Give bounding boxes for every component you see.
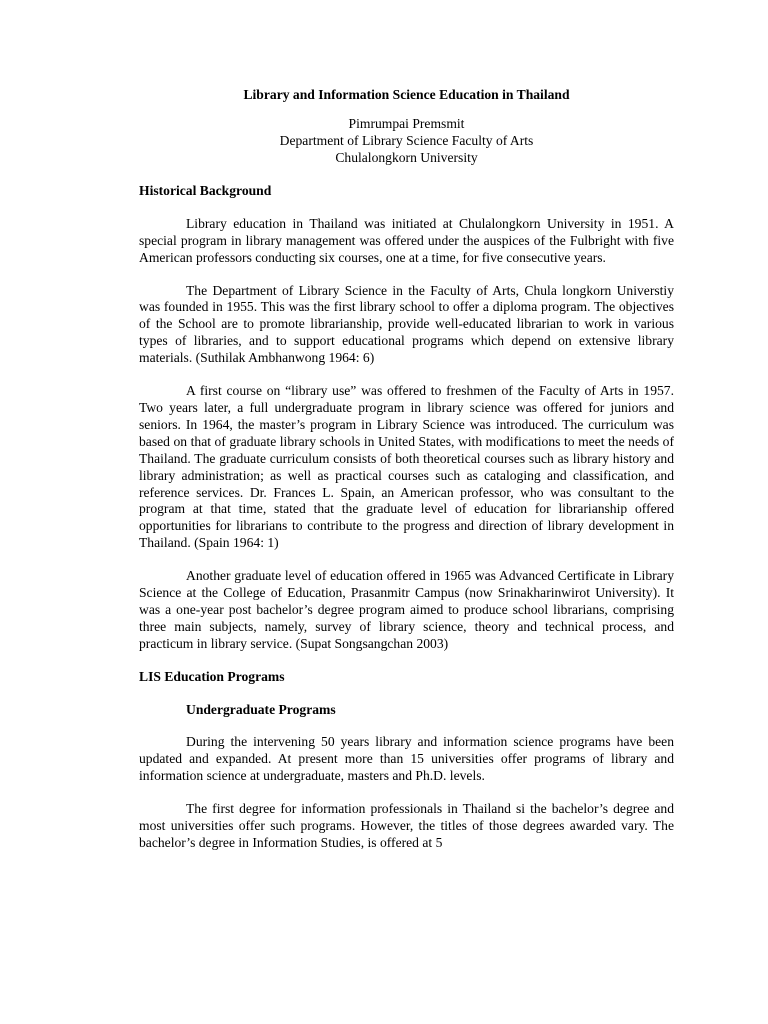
paragraph: During the intervening 50 years library and information science programs have been updated and expanded. At present more than 15 universities offer programs of library and information science at undergraduate, masters and Ph.D. levels. — [139, 734, 674, 784]
author-department: Department of Library Science Faculty of Arts — [279, 132, 534, 148]
paragraph: The Department of Library Science in the Faculty of Arts, Chula longkorn Universtiy was founded in 1955. This was the first library school to offer a diploma program. The objectives of the School are to promote librarianship, provide well-educated librarian to work in various types of libraries, and to support educational programs which depend on extensive library materials. (Suthilak Ambhanwong 1964: 6) — [139, 282, 674, 366]
paragraph: Another graduate level of education offered in 1965 was Advanced Certificate in Library Science at the College of Education, Prasanmitr Campus (now Srinakharinwirot University). It was a one-year post bachelor’s degree program aimed to produce school librarians, comprising three main subjects, namely, survey of library science, theory and technical process, and practicum in library service. (Supat Songsangchan 2003) — [139, 568, 674, 651]
section-heading-historical-background: Historical Background — [139, 182, 272, 198]
author-institution: Chulalongkorn University — [335, 149, 478, 165]
section-heading-lis-education-programs: LIS Education Programs — [139, 668, 285, 684]
paragraph: Library education in Thailand was initiated at Chulalongkorn University in 1951. A special program in library management was offered under the auspices of the Fulbright with five American professors conducting six courses, one at a time, for five consecutive years. — [139, 215, 674, 265]
paragraph: The first degree for information professionals in Thailand si the bachelor’s degree and most universities offer such programs. However, the titles of those degrees awarded vary. The bachelor’s degree in Information Studies, is offered at 5 — [139, 801, 674, 850]
document-title: Library and Information Science Education in Thailand — [243, 87, 570, 102]
author-name: Pimrumpai Premsmit — [348, 115, 465, 131]
author-block — [139, 115, 674, 166]
subsection-heading-undergraduate-programs: Undergraduate Programs — [186, 701, 336, 717]
paragraph: A first course on “library use” was offered to freshmen of the Faculty of Arts in 1957. Two years later, a full undergraduate program in library science was offered for juniors and seniors. In 1964, the master’s program in Library Science was introduced. The curriculum was based on that of graduate library schools in United States, with modifications to meet the needs of Thailand. The graduate curriculum consists of both theoretical courses such as library history and library administration; as well as practical courses such as cataloging and classification, and reference services. Dr. Frances L. Spain, an American professor, who was consultant to the program at that time, stated that the graduate level of education for librarianship offered opportunities for librarians to contribute to the progress and direction of library development in Thailand. (Spain 1964: 1) — [139, 383, 674, 551]
